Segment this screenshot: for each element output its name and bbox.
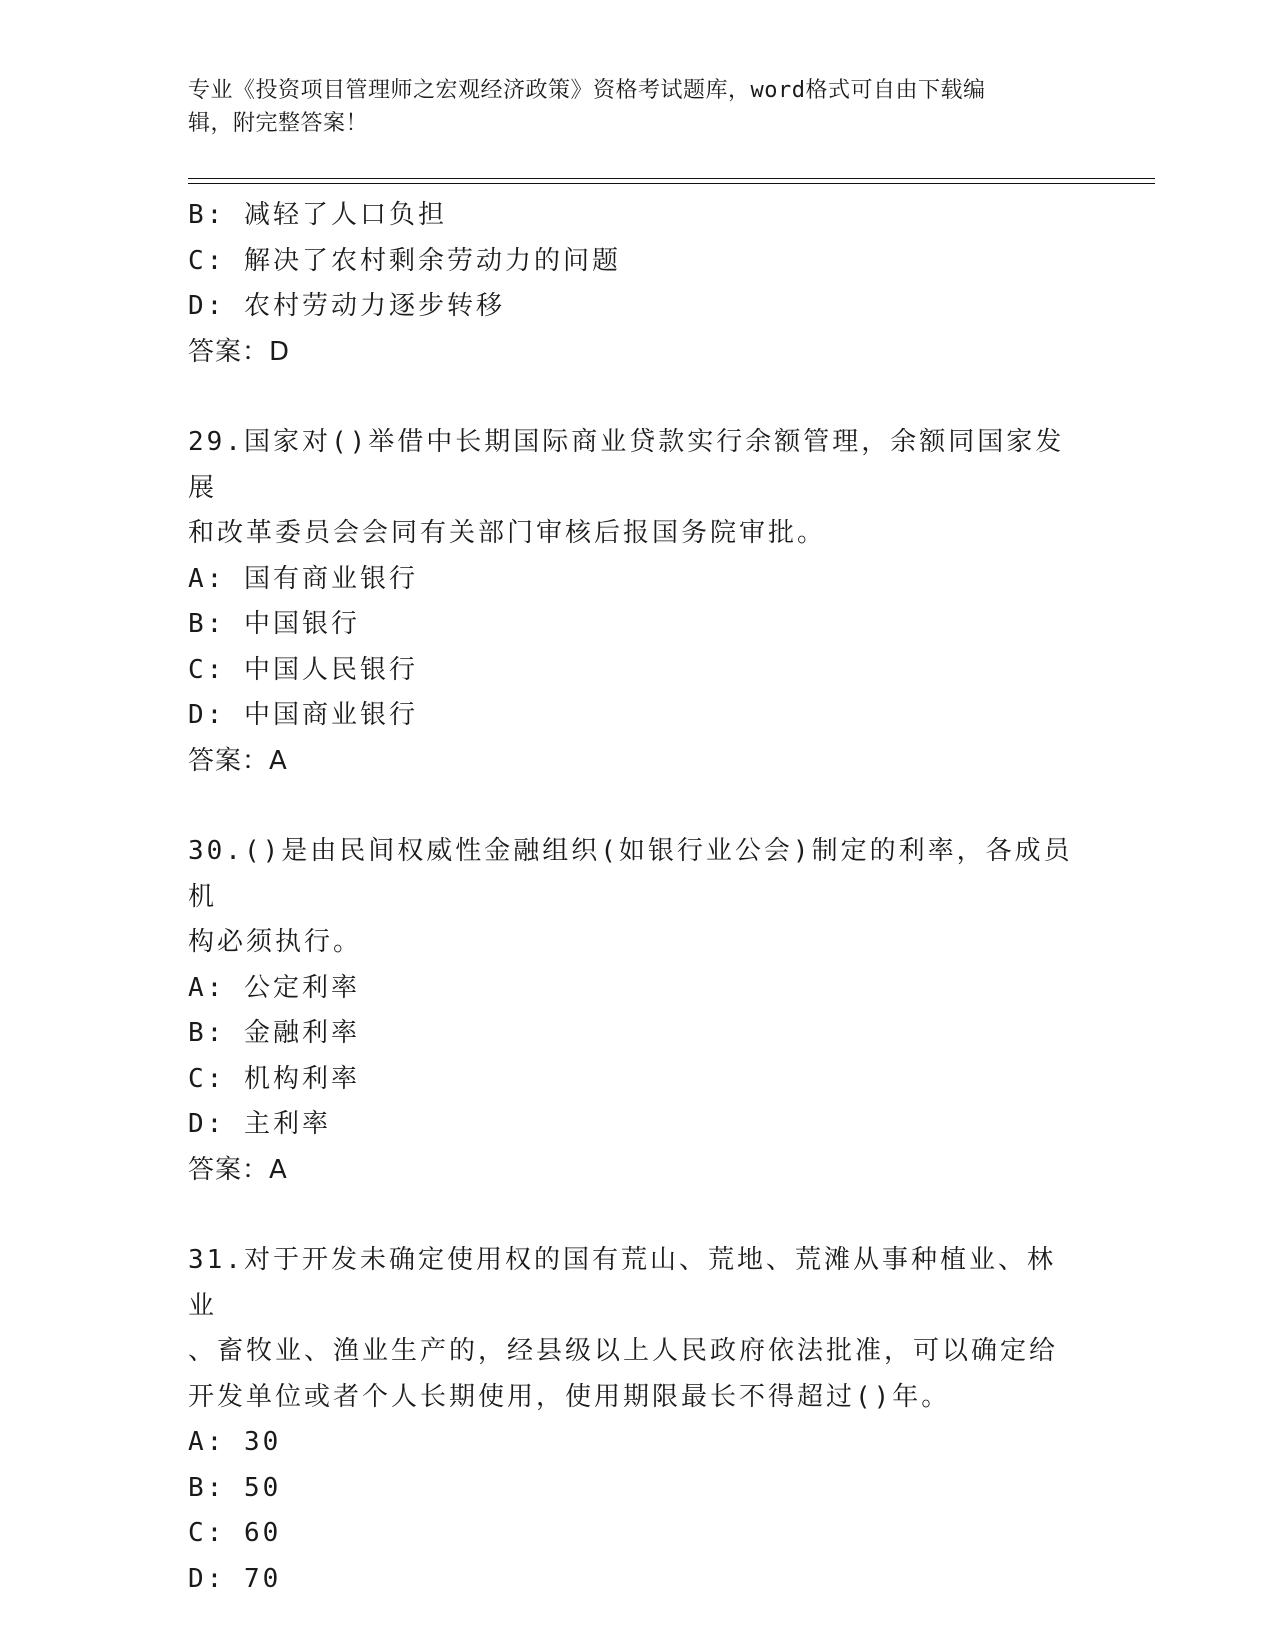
option-b: B: 金融利率 [188, 1018, 360, 1048]
stem-line: 29.国家对()举借中长期国际商业贷款实行余额管理，余额同国家发展 [188, 427, 1065, 503]
question-29 [188, 420, 1088, 784]
answer: 答案：A [188, 745, 288, 776]
option-b: B: 减轻了人口负担 [188, 200, 447, 230]
stem-line: 、畜牧业、渔业生产的，经县级以上人民政府依法批准，可以确定给 [188, 1336, 1059, 1366]
header-line: 辑，附完整答案！ [188, 111, 369, 136]
stem-line: 和改革委员会会同有关部门审核后报国务院审批。 [188, 518, 827, 548]
question-31 [188, 1238, 1088, 1602]
option-c: C: 中国人民银行 [188, 654, 418, 685]
option-a: A: 30 [188, 1427, 282, 1457]
option-c: C: 60 [188, 1518, 282, 1548]
header-divider [188, 178, 1155, 179]
stem-line: 31.对于开发未确定使用权的国有荒山、荒地、荒滩从事种植业、林业 [188, 1245, 1056, 1321]
stem-line: 开发单位或者个人长期使用，使用期限最长不得超过()年。 [188, 1381, 951, 1412]
option-c: C: 机构利率 [188, 1063, 360, 1094]
option-b: B: 50 [188, 1472, 282, 1503]
option-d: D: 主利率 [188, 1109, 331, 1139]
option-c: C: 解决了农村剩余劳动力的问题 [188, 245, 621, 276]
question-stem [188, 829, 1078, 966]
partial-question-28 [188, 193, 1088, 375]
header-line: 专业《投资项目管理师之宏观经济政策》资格考试题库，word格式可自由下载编 [188, 78, 986, 103]
question-list [188, 193, 1088, 1602]
answer: 答案：D [188, 336, 291, 367]
option-a: A: 国有商业银行 [188, 563, 418, 594]
stem-line: 构必须执行。 [188, 927, 363, 957]
header-divider [188, 183, 1155, 184]
option-b: B: 中国银行 [188, 609, 360, 639]
option-d: D: 农村劳动力逐步转移 [188, 291, 505, 321]
answer: 答案：A [188, 1154, 288, 1185]
option-d: D: 70 [188, 1563, 282, 1594]
question-30 [188, 829, 1088, 1193]
option-a: A: 公定利率 [188, 972, 360, 1003]
question-stem [188, 420, 1078, 557]
option-d: D: 中国商业银行 [188, 700, 418, 730]
document-header [188, 74, 1068, 140]
stem-line: 30.()是由民间权威性金融组织(如银行业公会)制定的利率，各成员机 [188, 836, 1073, 912]
question-stem [188, 1238, 1078, 1420]
